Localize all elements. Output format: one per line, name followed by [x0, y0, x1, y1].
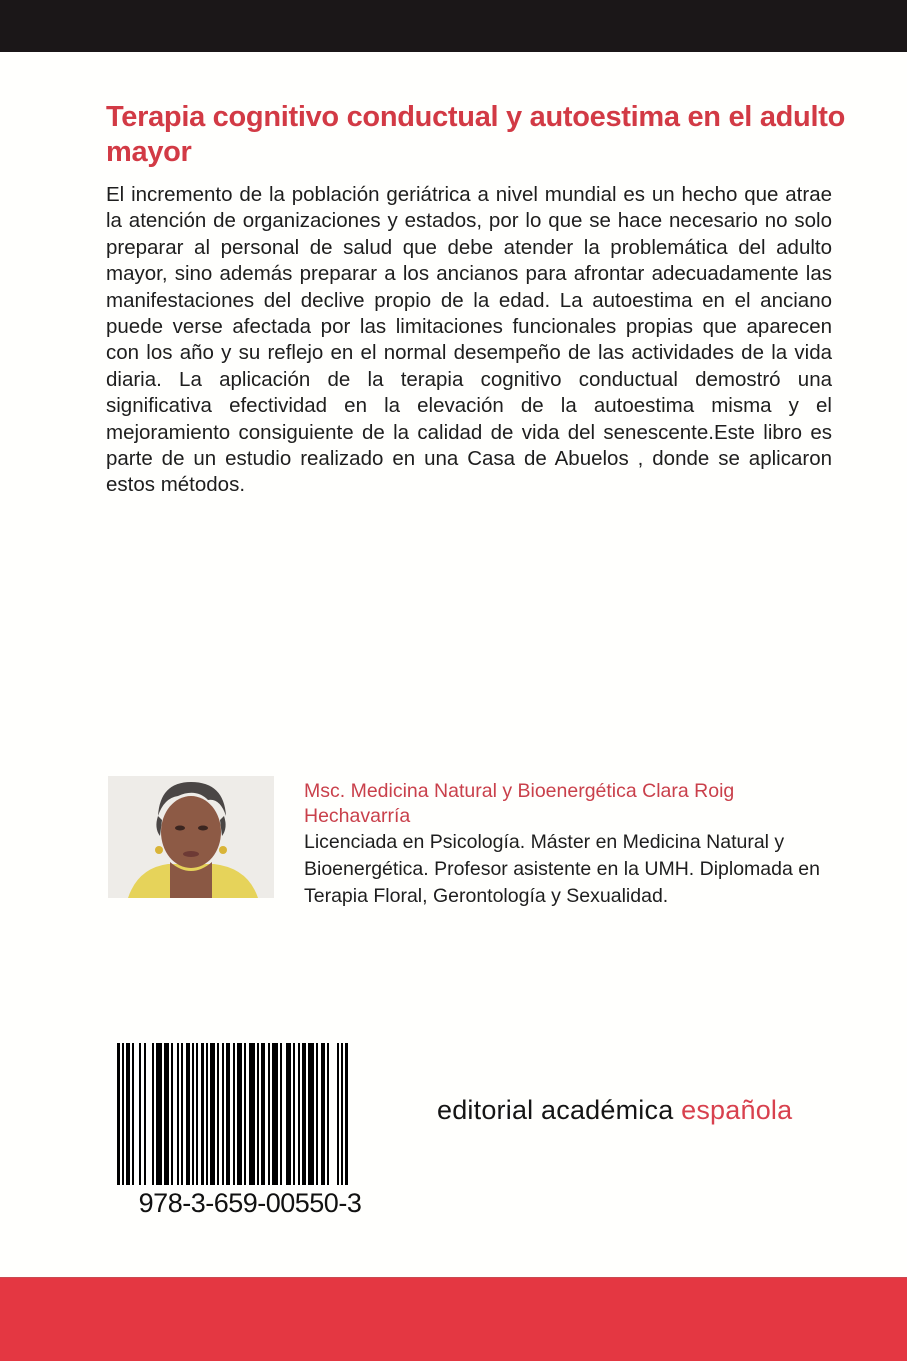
- bottom-red-band: [0, 1277, 907, 1361]
- book-title: Terapia cognitivo conductual y autoestima en el adulto mayor: [106, 101, 846, 168]
- publisher-name-part1: editorial académica: [437, 1095, 674, 1125]
- author-bio: Licenciada en Psicología. Máster en Medicina Natural y Bioenergética. Profesor asistente en la UMH. Diplomada en Terapia Floral, Gerontología y Sexualidad.: [304, 831, 820, 907]
- publisher-name-part2: española: [681, 1095, 793, 1125]
- author-photo: [108, 776, 274, 898]
- publisher-logo: [437, 1095, 792, 1126]
- top-black-band: [0, 0, 907, 52]
- barcode: [117, 1043, 383, 1185]
- book-description: El incremento de la población geriátrica a nivel mundial es un hecho que atrae la atención de organizaciones y estados, por lo que se hace necesario no solo preparar al personal de salud que debe atender la problemática del adulto mayor, sino además preparar a los ancianos para afrontar adecuadamente las manifestaciones del declive propio de la edad. La autoestima en el anciano puede verse afectada por las limitaciones funcionales propias que aparecen con los año y su reflejo en el normal desempeño de las actividades de la vida diaria. La aplicación de la terapia cognitivo conductual demostró una significativa efectividad en la elevación de la autoestima misma y el mejoramiento consiguiente de la calidad de vida del senescente.Este libro es parte de un estudio realizado en una Casa de Abuelos , donde se aplicaron estos métodos.: [106, 183, 832, 497]
- author-portrait-icon: [108, 776, 274, 898]
- author-name: Msc. Medicina Natural y Bioenergética Clara Roig Hechavarría: [304, 780, 735, 827]
- isbn-number: 978-3-659-00550-3: [138, 1188, 362, 1218]
